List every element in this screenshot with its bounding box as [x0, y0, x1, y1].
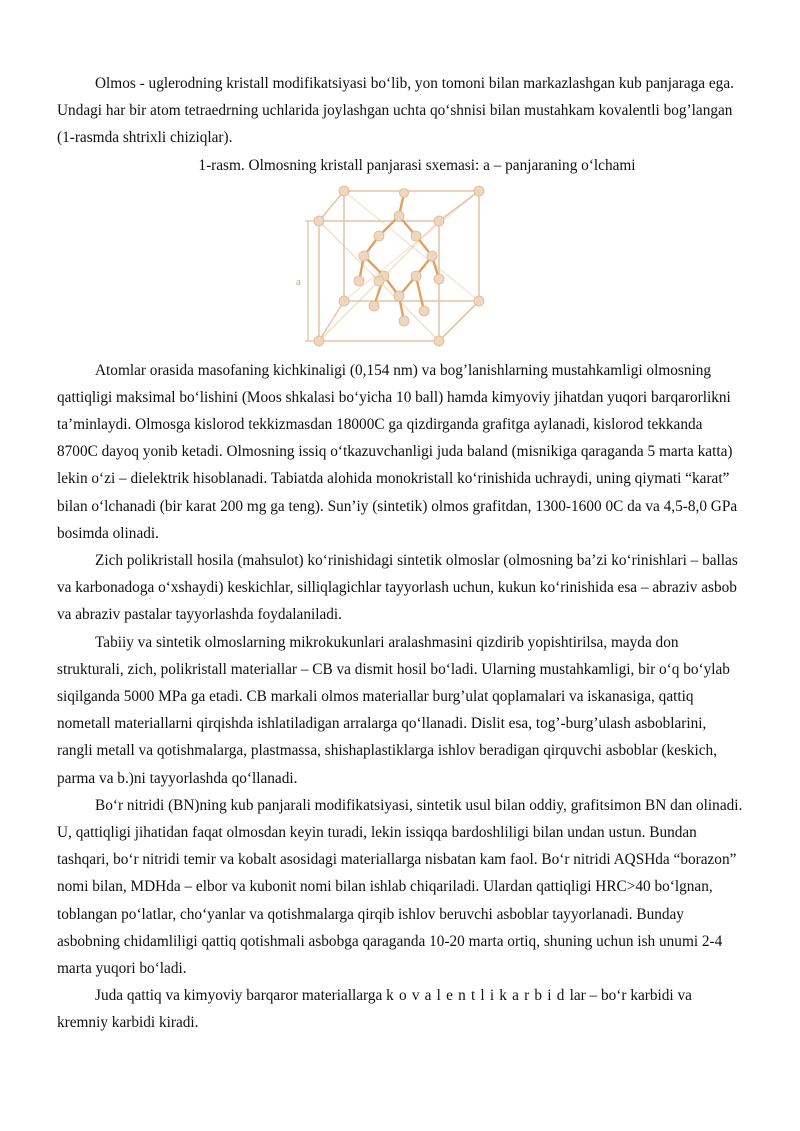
- dimension-label: a: [296, 275, 301, 288]
- paragraph-synthetic-diamonds: Zich polikristall hosila (mahsulot) ko‘rinishidagi sintetik olmoslar (olmosning ba’zi ko‘rinishlari – ballas va karbonadoga o‘xshaydi) keskichlar, silliqlagichlar tayyorlash uchun, kukun ko‘rinishida esa – abraziv asbob va abraziv pastalar tayyorlashda foydalaniladi.: [57, 552, 738, 624]
- paragraph-polycrystalline: Tabiiy va sintetik olmoslarning mikrokukunlari aralashmasini qizdirib yopishtirilsa, mayda don strukturali, zich, polikristall materiallar – CB va dismit hosil bo‘ladi. Ularning mustahkamligi, bir o‘q bo‘ylab siqilganda 5000 MPa ga etadi. CB markali olmos materiallar burg’ulat qoplamalari va iskanasiga, qattiq nometall materiallarni qirqishda ishlatiladigan arralarga qo‘llanadi. Dislit esa, tog’-burg’ulash asboblarini, rangli metall va qotishmalarga, plastmassa, shishaplastiklarga ishlov beradigan qirquvchi asboblar (keskich, parma va b.)ni tayyorlashda qo‘llanadi.: [57, 633, 730, 787]
- figure-container: [57, 179, 743, 349]
- paragraph-diamond-intro: Olmos - uglerodning kristall modifikatsiyasi bo‘lib, yon tomoni bilan markazlashgan kub panjaraga ega. Undagi har bir atom tetraedrning uchlarida joylashgan uchta qo‘shnisi bilan mustahkam kovalentli bog’langan (1-rasmda shtrixli chiziqlar).: [57, 75, 734, 147]
- figure-caption: 1-rasm. Olmosning kristall panjarasi sxemasi: a – panjaraning o‘lchami: [198, 156, 636, 174]
- dimension-marker: [305, 221, 314, 341]
- document-page: [57, 70, 743, 1037]
- paragraph-boron-nitride: Bo‘r nitridi (BN)ning kub panjarali modifikatsiyasi, sintetik usul bilan oddiy, grafitsimon BN dan olinadi. U, qattiqligi jihatidan faqat olmosdan keyin turadi, lekin issiqqa bardoshliligi bilan undan ustun. Bundan tashqari, bo‘r nitridi temir va kobalt asosidagi materiallarga nisbatan kam faol. Bo‘r nitridi AQSHda “borazon” nomi bilan, MDHda – elbor va kubonit nomi bilan ishlab chiqariladi. Ulardan qattiqligi HRC>40 bo‘lgnan, toblangan po‘latlar, cho‘yanlar va qotishmalarga qirqib ishlov beruvchi asboblar tayyorlanadi. Bunday asbobning chidamliligi qattiq qotishmali asbobga qaraganda 10-20 marta ortiq, shuning uchun ish unumi 2-4 marta yuqori bo‘ladi.: [57, 796, 743, 978]
- paragraph-diamond-properties: Atomlar orasida masofaning kichkinaligi (0,154 nm) va bog’lanishlarning mustahkamligi olmosning qattiqligi maksimal bo‘lishini (Moos shkalasi bo‘yicha 10 ball) hamda kimyoviy jihatdan yuqori barqarorlikni ta’minlaydi. Olmosga kislorod tekkizmasdan 18000C ga qizdirganda grafitga aylanadi, kislorod tekkanda 8700C dayoq yonib ketadi. Olmosning issiq o‘tkazuvchanligi juda baland (misnikiga qaraganda 5 marta katta) lekin o‘zi – dielektrik hisoblanadi. Tabiatda alohida monokristall ko‘rinishida uchraydi, uning qiymati “karat” bilan o‘lchanadi (bir karat 200 mg ga teng). Sun’iy (sintetik) olmos grafitdan, 1300-1600 0C da va 4,5-8,0 GPa bosimda olinadi.: [57, 361, 738, 542]
- carbides-text-start: Juda qattiq va kimyoviy barqaror materiallarga: [95, 987, 387, 1005]
- diamond-lattice-figure: [296, 181, 504, 351]
- carbides-text-end: lar – bo‘r karbidi va kremniy karbidi kiradi.: [57, 987, 692, 1032]
- carbides-spaced-term: kovalentlikarbid: [386, 987, 570, 1005]
- paragraph-covalent-carbides: [57, 982, 743, 1036]
